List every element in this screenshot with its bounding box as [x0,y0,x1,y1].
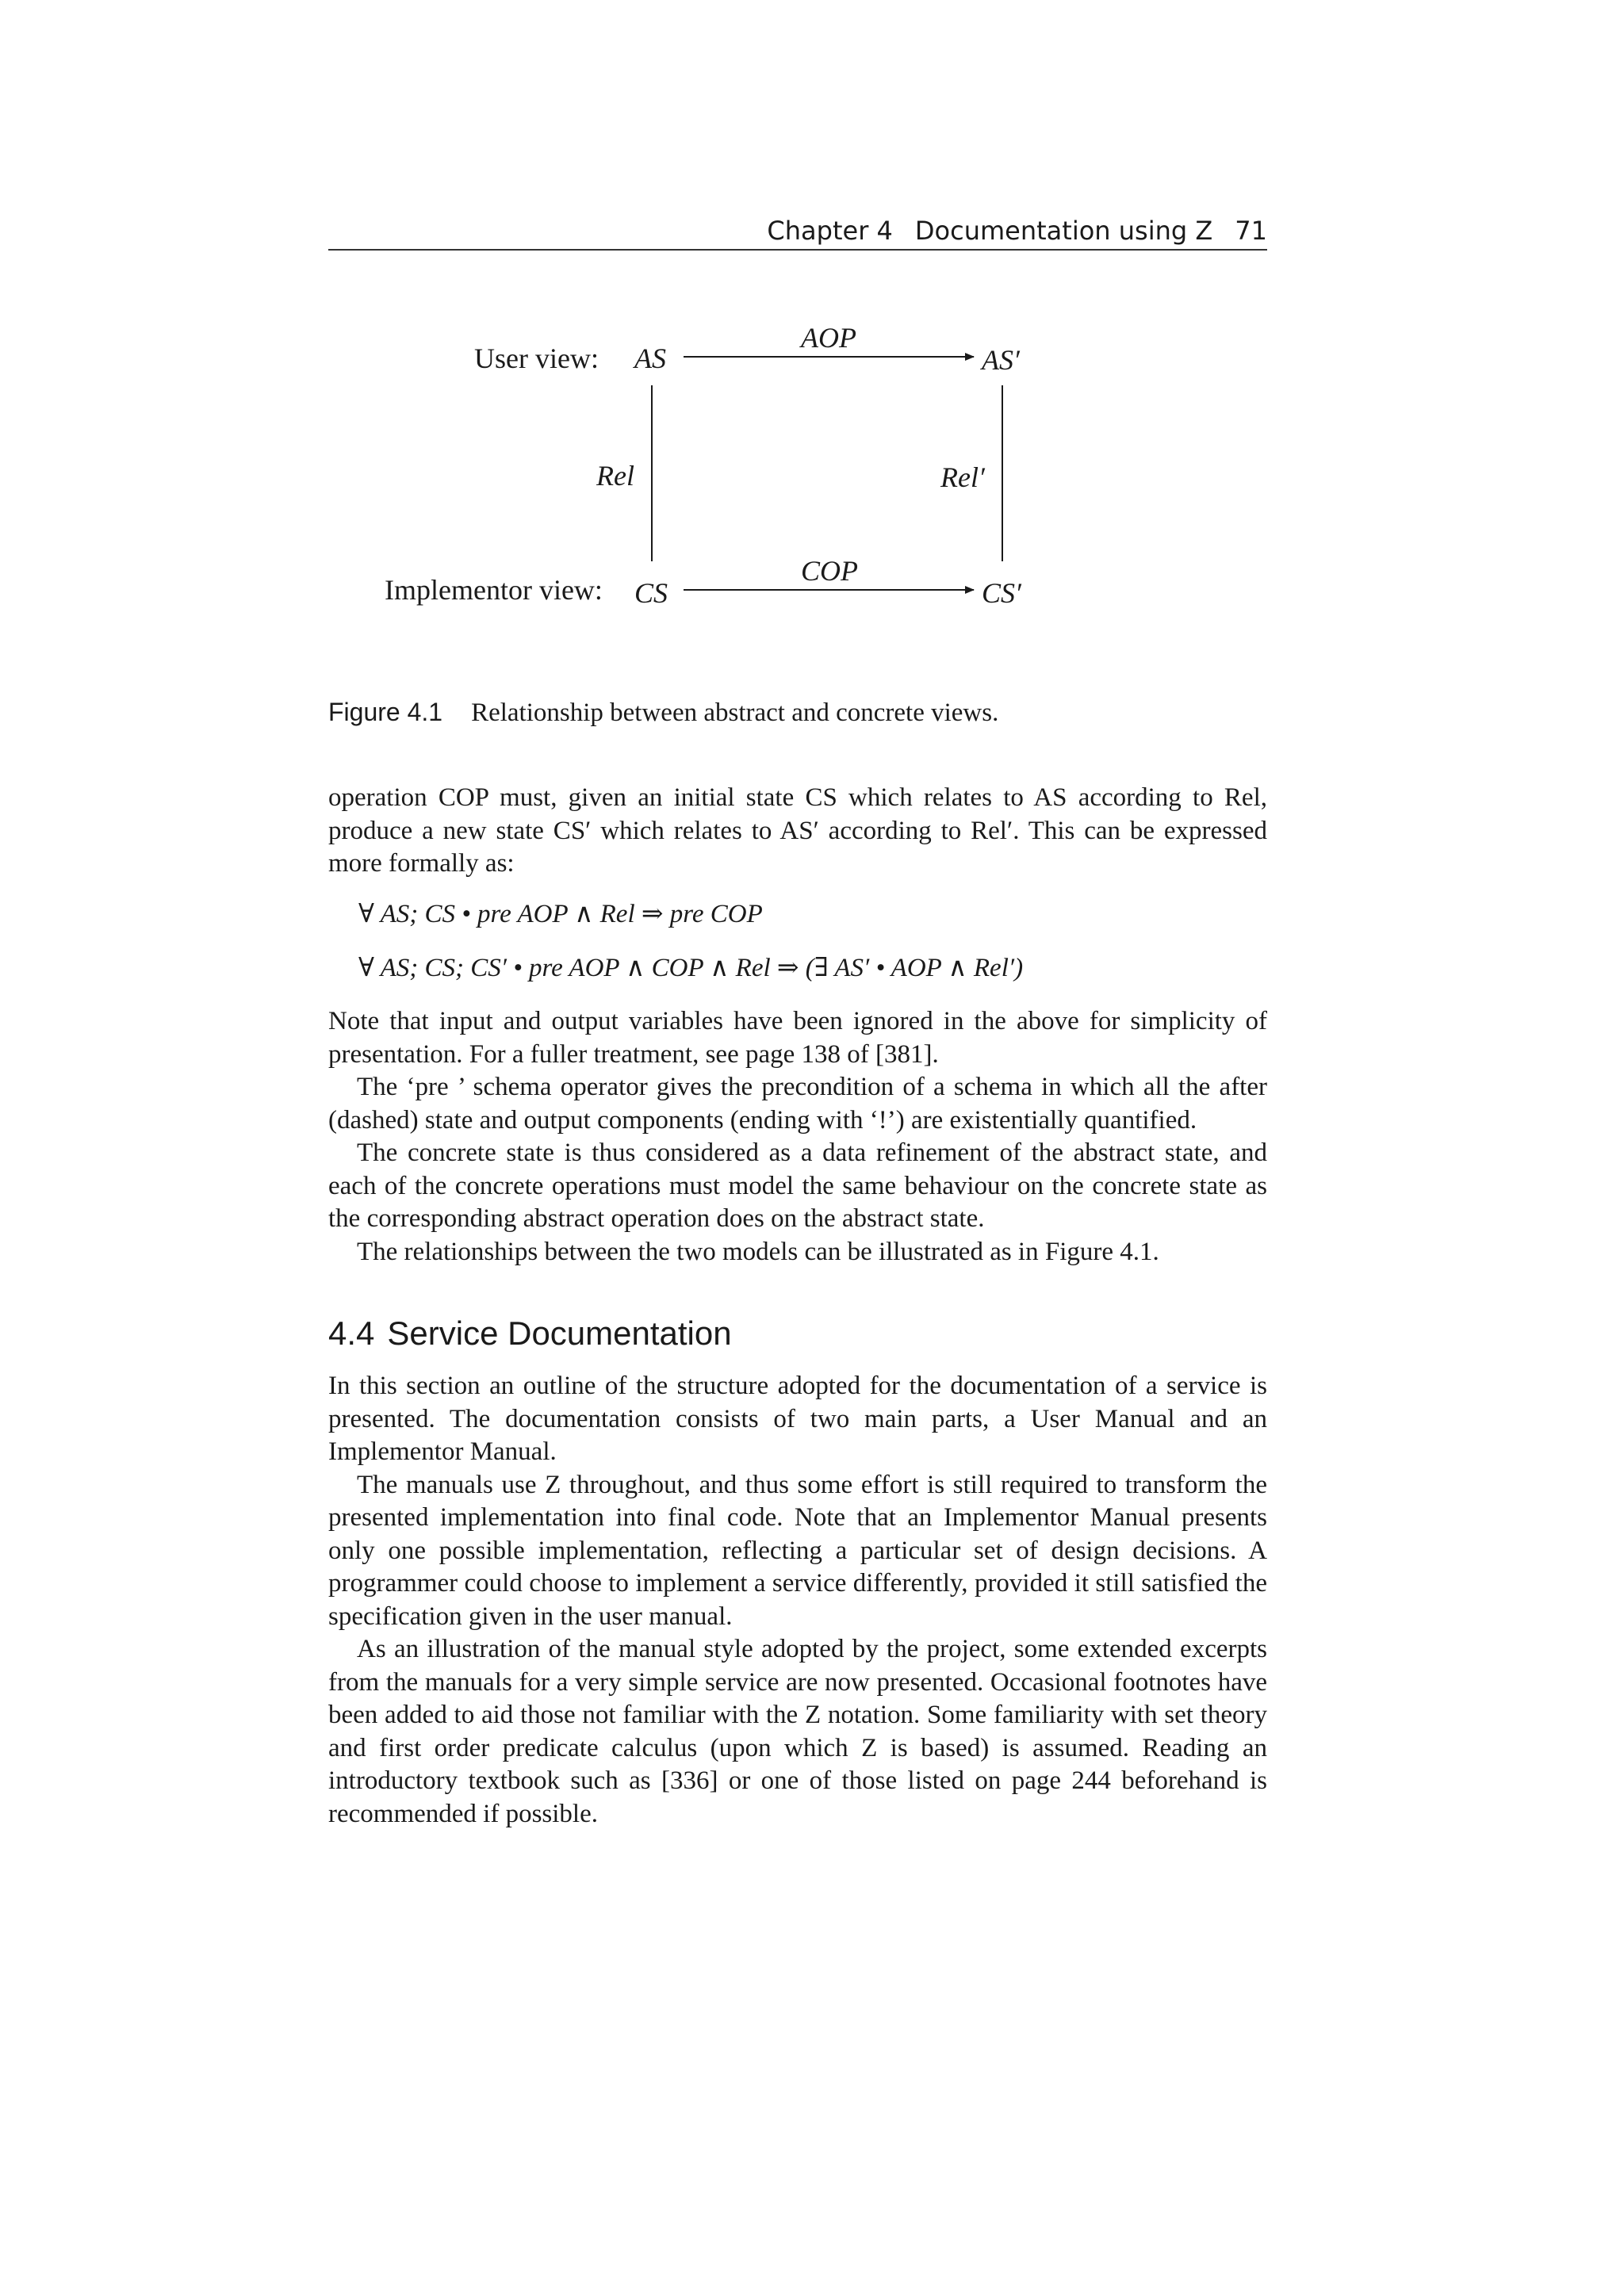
section-number: 4.4 [328,1314,375,1352]
figure-caption [328,698,998,728]
implementor-view-label: Implementor view: [385,574,603,606]
paragraph-block-notes [328,1005,1267,1269]
text-line: more formally as: [328,849,515,878]
cs-node: CS [634,577,668,609]
section-heading [328,1314,732,1353]
as-prime-node: AS′ [982,344,1020,376]
paragraph-note: Note that input and output variables have been ignored in the above for simplicity of presentation. For a fuller treatment, see page 138 of [381]. [328,1007,1267,1069]
text-line: operation COP must, given an initial state CS which relates to AS according to Rel, [328,783,1267,812]
rel-label: Rel [596,460,634,492]
chapter-label: Chapter 4 [767,216,893,246]
chapter-title: Documentation using Z [914,216,1213,246]
figure-caption-text: Relationship between abstract and concrete views. [471,698,999,727]
as-node: AS [634,342,666,374]
figure-label: Figure 4.1 [328,698,443,726]
paragraph-operation [328,782,1267,881]
page-number: 71 [1235,216,1267,246]
cs-prime-node: CS′ [982,577,1021,609]
paragraph-block-service [328,1370,1267,1831]
paragraph-illustration: As an illustration of the manual style adopted by the project, some extended excerpts from the manuals for a very simple service are now presented. Occasional footnotes have been added to aid those not familiar with the Z notation. Some familiarity with set theory and first order predicate calculus (upon which Z is based) is assumed. Reading an introductory textbook such as [336] or one of those listed on page 244 beforehand is recommended if possible. [328,1635,1267,1828]
paragraph-outline: In this section an outline of the structure adopted for the documentation of a service is presented. The documentation consists of two main parts, a User Manual and an Implementor Manual. [328,1372,1267,1466]
paragraph-manuals: The manuals use Z throughout, and thus some effort is still required to transform the presented implementation into final code. Note that an Implementor Manual presents only one possible implementation, reflecting a particular set of design decisions. A programmer could choose to implement a service differently, provided it still satisfied the specification given in the user manual. [328,1470,1267,1631]
aop-label: AOP [801,322,856,354]
formula-precondition: ∀ AS; CS • pre AOP ∧ Rel ⇒ pre COP [358,900,763,928]
paragraph-relationships: The relationships between the two models can be illustrated as in Figure 4.1. [357,1237,1159,1266]
paragraph-refinement: The concrete state is thus considered as a data refinement of the abstract state, and each of the concrete operations must model the same behaviour on the concrete state as the corresponding abstract operation does on the abstract state. [328,1138,1267,1233]
user-view-label: User view: [474,342,599,374]
text-line: produce a new state CS′ which relates to AS′ according to Rel′. This can be expressed [328,816,1267,845]
cop-label: COP [801,555,858,587]
rel-prime-label: Rel′ [940,461,985,493]
formula-correctness: ∀ AS; CS; CS′ • pre AOP ∧ COP ∧ Rel ⇒ (∃ AS′ • AOP ∧ Rel′) [358,954,1024,982]
section-title: Service Documentation [387,1314,732,1352]
refinement-diagram [0,0,1624,650]
paragraph-pre-operator: The ‘pre ’ schema operator gives the precondition of a schema in which all the after (dashed) state and output components (ending with ‘!’) are existentially quantified. [328,1073,1267,1135]
